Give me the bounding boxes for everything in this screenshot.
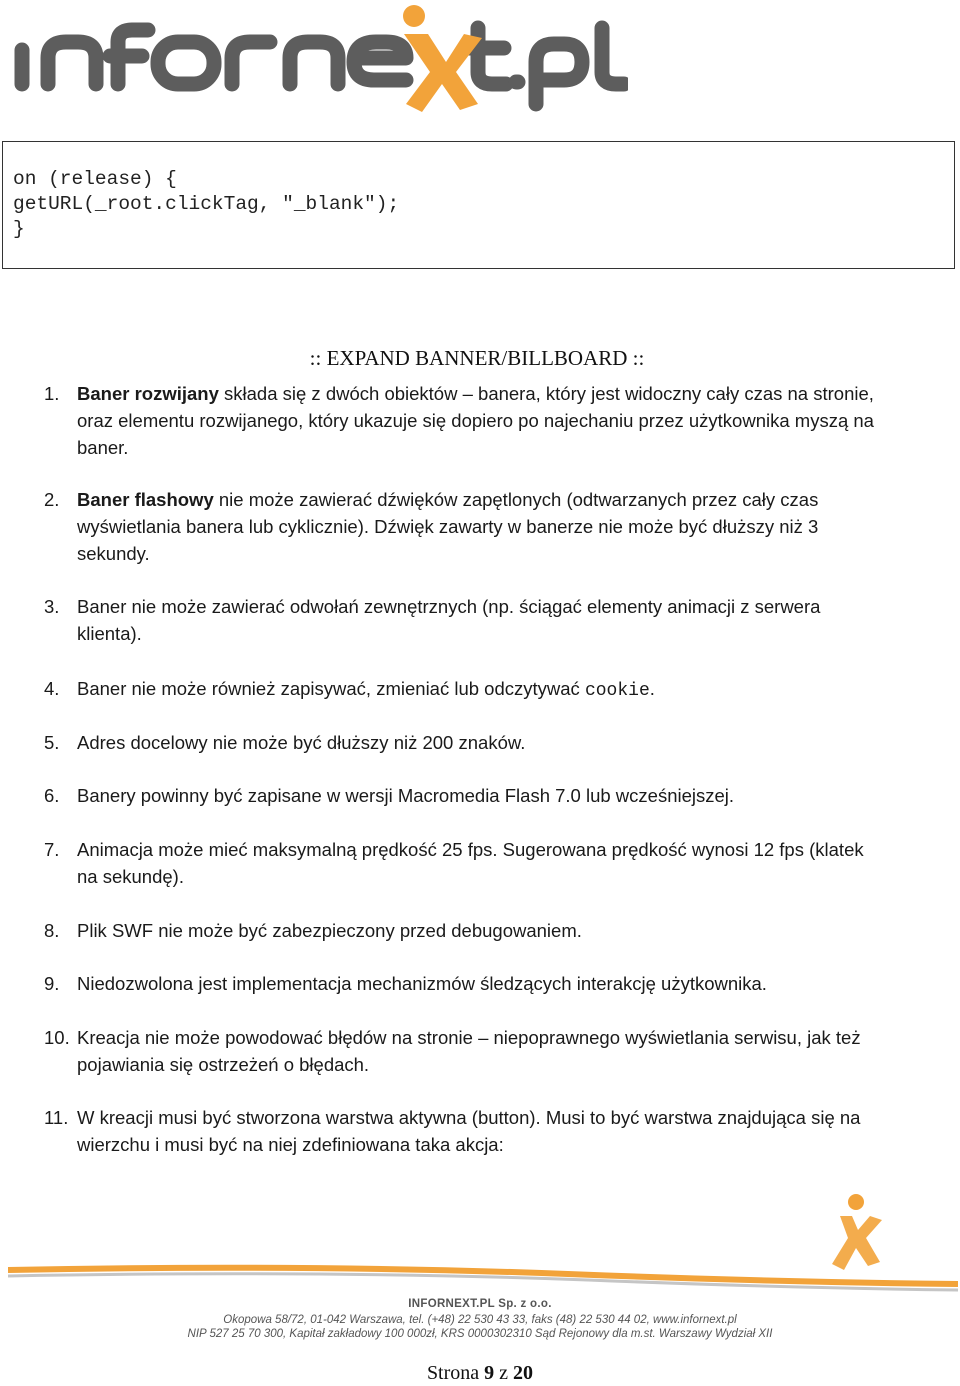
list-text: Kreacja nie może powodować błędów na stronie – niepoprawnego wyświetlania serwisu, jak też pojawiania się ostrzeżeń o błędach. xyxy=(77,1027,861,1075)
list-text: Adres docelowy nie może być dłuższy niż 200 znaków. xyxy=(77,732,526,753)
code-line: getURL(_root.clickTag, "_blank"); xyxy=(13,193,400,215)
list-number: 7. xyxy=(44,839,60,860)
list-number: 6. xyxy=(44,785,60,806)
footer-address: Okopowa 58/72, 01-042 Warszawa, tel. (+48) 22 530 43 33, faks (48) 22 530 44 02, www.infornext.pl xyxy=(223,1314,737,1326)
code-line: } xyxy=(13,218,25,240)
page-number: Strona 9 z 20 xyxy=(426,1362,534,1384)
code-box xyxy=(2,141,955,269)
list-number: 8. xyxy=(44,920,60,941)
list-number: 3. xyxy=(44,596,60,617)
list-text: Banery powinny być zapisane w wersji Macromedia Flash 7.0 lub wcześniejszej. xyxy=(77,785,735,806)
list-number: 11. xyxy=(44,1107,69,1128)
logo-mascot xyxy=(403,5,482,112)
section-title: :: EXPAND BANNER/BILLBOARD :: xyxy=(309,346,645,370)
list-number: 4. xyxy=(44,678,60,699)
list-text: Baner nie może również zapisywać, zmieniać lub odczytywać cookie. xyxy=(77,678,655,701)
list-number: 5. xyxy=(44,732,60,753)
list-text: Animacja może mieć maksymalną prędkość 25 fps. Sugerowana prędkość wynosi 12 fps (klatek na sekundę). xyxy=(77,839,864,887)
list-text: Baner flashowy nie może zawierać dźwięków zapętlonych (odtwarzanych przez cały czas wyświetlania banera lub cyklicznie). Dźwięk zawarty w banerze nie może być dłuższy niż 3 sekundy. xyxy=(77,489,819,564)
footer-company-name: INFORNEXT.PL Sp. z o.o. xyxy=(408,1298,552,1310)
list-number: 10. xyxy=(44,1027,70,1048)
footer-stripe xyxy=(8,1260,958,1300)
list-number: 9. xyxy=(44,973,60,994)
list-text: Plik SWF nie może być zabezpieczony przed debugowaniem. xyxy=(77,920,582,941)
inline-code: cookie xyxy=(584,681,650,701)
footer-registration: NIP 527 25 70 300, Kapitał zakładowy 100 000zł, KRS 0000302310 Sąd Rejonowy dla m.st. Warszawy Wydział XII xyxy=(187,1328,773,1340)
list-text: Baner nie może zawierać odwołań zewnętrznych (np. ściągać elementy animacji z serwera klienta). xyxy=(77,596,821,644)
list-number: 2. xyxy=(44,489,60,510)
company-logo xyxy=(8,0,628,118)
list-text: Baner rozwijany składa się z dwóch obiektów – banera, który jest widoczny cały czas na stronie, oraz elementu rozwijanego, który ukazuje się dopiero po najechaniu przez użytkownika myszą na baner. xyxy=(77,383,874,458)
list-text: Niedozwolona jest implementacja mechanizmów śledzących interakcję użytkownika. xyxy=(77,973,767,994)
list-text: W kreacji musi być stworzona warstwa aktywna (button). Musi to być warstwa znajdująca się na wierzchu i musi być na niej zdefiniowana taka akcja: xyxy=(77,1107,861,1155)
list-number: 1. xyxy=(44,383,60,404)
code-line: on (release) { xyxy=(13,168,177,190)
